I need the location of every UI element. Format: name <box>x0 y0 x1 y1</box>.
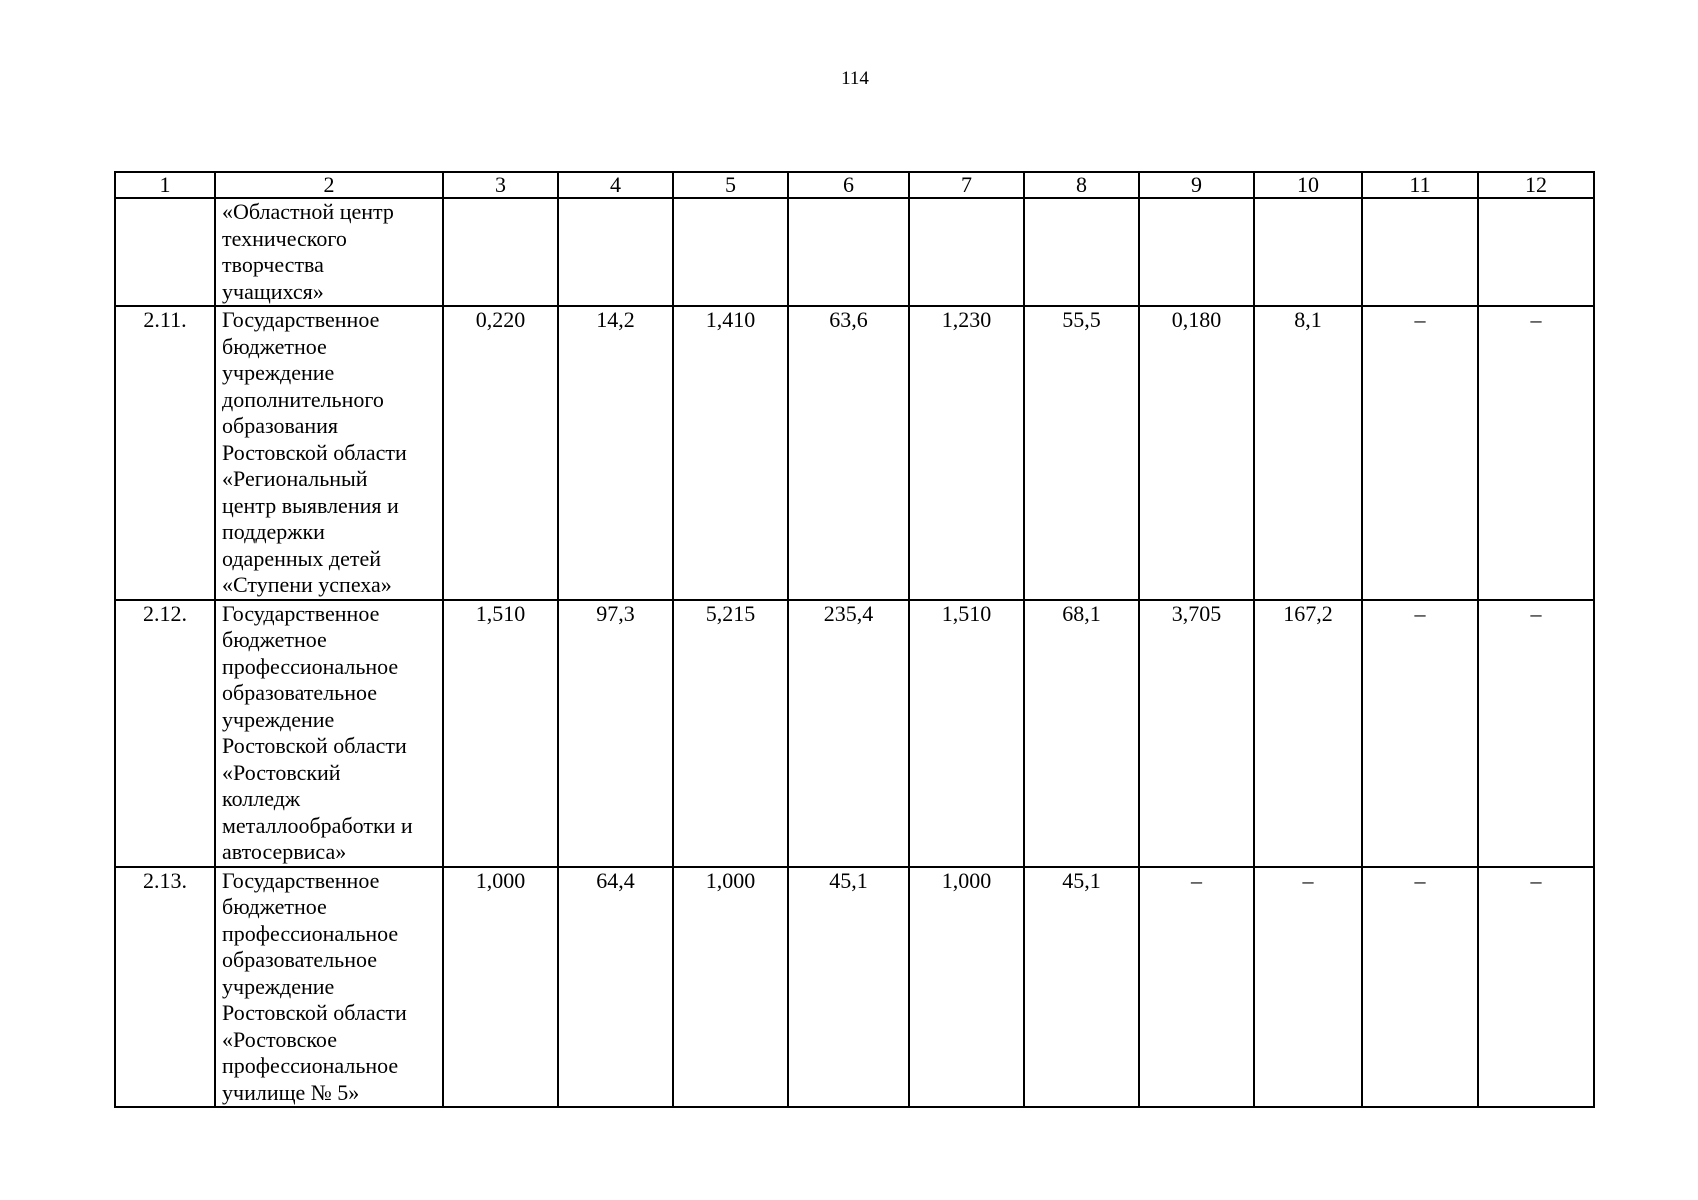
value-cell <box>1139 198 1254 306</box>
value-cell: 3,705 <box>1139 600 1254 867</box>
value-cell: 1,510 <box>909 600 1024 867</box>
institution-name <box>215 306 443 600</box>
institution-name <box>215 867 443 1108</box>
value-cell: – <box>1139 867 1254 1108</box>
value-cell: – <box>1478 867 1594 1108</box>
value-cell: – <box>1362 867 1478 1108</box>
name-line: бюджетное <box>222 333 327 359</box>
value-cell: 1,000 <box>443 867 558 1108</box>
value-cell: 1,510 <box>443 600 558 867</box>
name-line: бюджетное <box>222 627 327 652</box>
column-header: 6 <box>788 172 909 198</box>
name-line: бюджетное <box>222 894 327 919</box>
column-header: 12 <box>1478 172 1594 198</box>
value-cell: 45,1 <box>1024 867 1139 1108</box>
institution-name <box>215 600 443 867</box>
value-cell: – <box>1478 600 1594 867</box>
column-header: 5 <box>673 172 788 198</box>
value-cell: 97,3 <box>558 600 673 867</box>
name-line: Ростовской области <box>222 1000 407 1025</box>
column-header: 8 <box>1024 172 1139 198</box>
value-cell: 1,230 <box>909 306 1024 600</box>
column-header: 7 <box>909 172 1024 198</box>
table-row <box>115 867 1594 1108</box>
value-cell: 0,180 <box>1139 306 1254 600</box>
value-cell: – <box>1362 600 1478 867</box>
value-cell: 1,000 <box>673 867 788 1108</box>
page-number: 114 <box>841 68 869 89</box>
value-cell: 5,215 <box>673 600 788 867</box>
name-line: одаренных детей <box>222 545 382 571</box>
name-line: профессиональное <box>222 653 399 679</box>
name-line: Государственное <box>222 307 380 332</box>
value-cell: 63,6 <box>788 306 909 600</box>
name-line: колледж <box>222 786 301 811</box>
column-header: 2 <box>215 172 443 198</box>
row-number: 2.11. <box>115 306 215 600</box>
name-line: учреждение <box>222 706 335 732</box>
value-cell <box>1362 198 1478 306</box>
name-line: Государственное <box>222 867 380 893</box>
column-header: 1 <box>115 172 215 198</box>
column-number-row <box>115 172 1594 198</box>
value-cell: 14,2 <box>558 306 673 600</box>
column-header: 4 <box>558 172 673 198</box>
value-cell <box>443 198 558 306</box>
column-header: 9 <box>1139 172 1254 198</box>
name-line: «Региональный <box>222 466 368 491</box>
name-line: образовательное <box>222 947 378 972</box>
name-line: поддержки <box>222 519 325 544</box>
value-cell: 167,2 <box>1254 600 1362 867</box>
name-line: «Областной центр <box>222 199 394 224</box>
name-line: образования <box>222 413 339 438</box>
value-cell: 8,1 <box>1254 306 1362 600</box>
value-cell: 235,4 <box>788 600 909 867</box>
name-line: дополнительного <box>222 386 384 412</box>
value-cell <box>1254 198 1362 306</box>
column-header: 11 <box>1362 172 1478 198</box>
value-cell <box>909 198 1024 306</box>
value-cell <box>558 198 673 306</box>
name-line: профессиональное <box>222 1053 399 1078</box>
name-line: творчества <box>222 252 324 277</box>
table-row <box>115 198 1594 306</box>
name-line: учреждение <box>222 973 335 999</box>
data-table <box>114 171 1595 1108</box>
name-line: образовательное <box>222 680 378 705</box>
name-line: «Ростовское <box>222 1026 337 1052</box>
value-cell: 1,410 <box>673 306 788 600</box>
value-cell: 55,5 <box>1024 306 1139 600</box>
column-header: 3 <box>443 172 558 198</box>
name-line: Ростовской области <box>222 733 407 758</box>
value-cell <box>788 198 909 306</box>
value-cell: 0,220 <box>443 306 558 600</box>
value-cell: 64,4 <box>558 867 673 1108</box>
name-line: автосервиса» <box>222 839 347 864</box>
value-cell: 45,1 <box>788 867 909 1108</box>
value-cell: 68,1 <box>1024 600 1139 867</box>
value-cell: 1,000 <box>909 867 1024 1108</box>
value-cell: – <box>1254 867 1362 1108</box>
institution-name <box>215 198 443 306</box>
name-line: учреждение <box>222 360 335 385</box>
name-line: учащихся» <box>222 278 324 304</box>
row-number: 2.12. <box>115 600 215 867</box>
table-row <box>115 600 1594 867</box>
name-line: центр выявления и <box>222 492 399 518</box>
name-line: «Ростовский <box>222 759 341 785</box>
name-line: металлообработки и <box>222 812 413 838</box>
name-line: училище № 5» <box>222 1079 360 1105</box>
value-cell <box>673 198 788 306</box>
value-cell <box>1478 198 1594 306</box>
value-cell: – <box>1478 306 1594 600</box>
name-line: «Ступени успеха» <box>222 572 392 597</box>
row-number: 2.13. <box>115 867 215 1108</box>
name-line: профессиональное <box>222 920 399 946</box>
name-line: Государственное <box>222 600 380 626</box>
name-line: Ростовской области <box>222 439 407 465</box>
table-row <box>115 306 1594 600</box>
value-cell <box>1024 198 1139 306</box>
name-line: технического <box>222 225 347 251</box>
column-header: 10 <box>1254 172 1362 198</box>
value-cell: – <box>1362 306 1478 600</box>
row-number <box>115 198 215 306</box>
